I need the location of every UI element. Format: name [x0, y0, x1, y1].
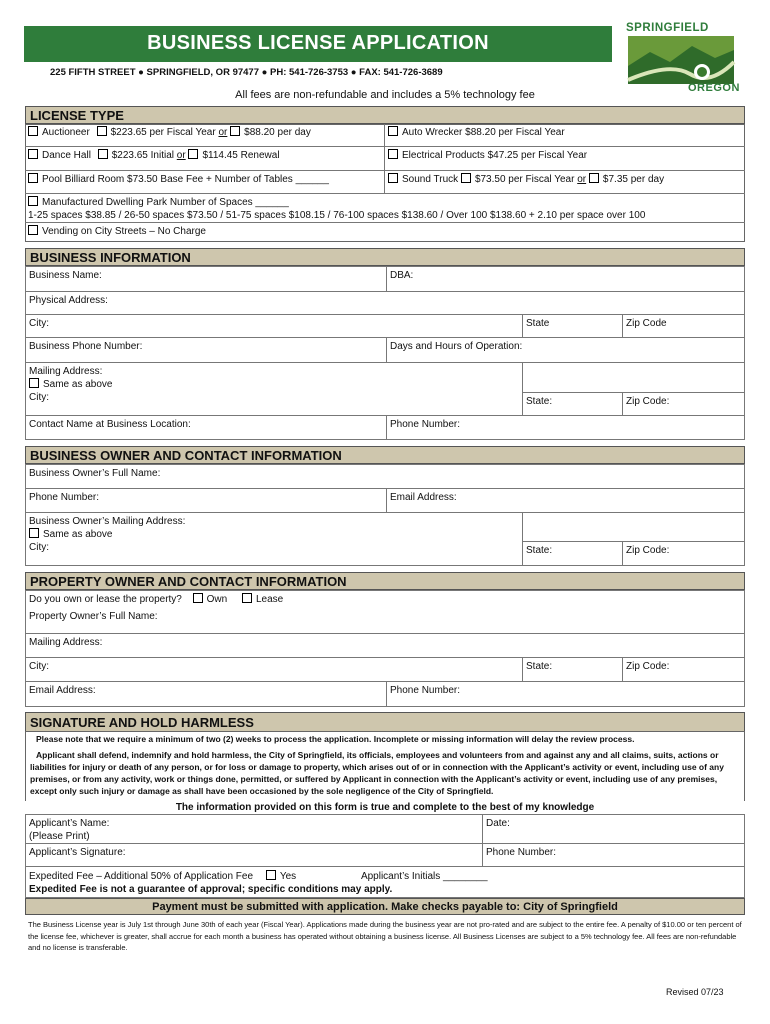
dance-initial-label: $223.65 Initial: [111, 150, 174, 161]
zip-field[interactable]: [622, 541, 745, 566]
state-label: State:: [526, 661, 553, 672]
own-checkbox[interactable]: [193, 593, 203, 603]
owner-mailing-row-right: [522, 512, 745, 542]
dance-hall-label: Dance Hall: [42, 150, 91, 161]
dba-field[interactable]: [386, 266, 745, 292]
yes-label: Yes: [279, 871, 297, 882]
print-label: (Please Print): [29, 831, 90, 842]
zip-field[interactable]: [622, 657, 745, 682]
dance-renewal-checkbox[interactable]: [188, 149, 198, 159]
same-above-label: Same as above: [43, 529, 113, 540]
date-field[interactable]: [482, 814, 745, 844]
mailing-label: Mailing Address:: [29, 366, 103, 377]
state-field[interactable]: [522, 657, 623, 682]
logo-text-top: SPRINGFIELD: [626, 22, 709, 34]
springfield-logo: [620, 22, 742, 94]
physical-address-label: Physical Address:: [29, 295, 108, 306]
city-label: City:: [29, 542, 49, 553]
business-name-label: Business Name:: [29, 270, 102, 281]
auto-wrecker-row: [385, 124, 745, 147]
contact-name-field[interactable]: [25, 415, 387, 440]
days-hours-field[interactable]: [386, 337, 745, 363]
property-phone-label: Phone Number:: [390, 685, 461, 696]
auctioneer-daily-label: $88.20 per day: [244, 127, 311, 138]
applicant-signature-label: Applicant’s Signature:: [29, 847, 126, 858]
auctioneer-checkbox[interactable]: [28, 126, 38, 136]
property-owner-name-field[interactable]: [25, 608, 745, 634]
or-text: or: [577, 174, 587, 185]
mailing-top-row: [25, 362, 745, 392]
owner-mailing-field[interactable]: [25, 512, 523, 566]
sound-annual-checkbox[interactable]: [461, 173, 471, 183]
contact-phone-field[interactable]: [386, 415, 745, 440]
owner-same-above-checkbox[interactable]: [29, 528, 39, 538]
phone-label: Phone Number:: [486, 847, 557, 858]
city-field[interactable]: [25, 314, 523, 338]
zip-label: Zip Code:: [626, 545, 670, 556]
applicant-name-label: Applicant’s Name:: [29, 818, 110, 829]
pool-checkbox[interactable]: [28, 173, 38, 183]
own-lease-question: Do you own or lease the property?: [29, 594, 182, 605]
auctioneer-annual-checkbox[interactable]: [97, 126, 107, 136]
same-above-label: Same as above: [43, 379, 113, 390]
dba-label: DBA:: [390, 270, 414, 281]
page-title: BUSINESS LICENSE APPLICATION: [147, 32, 489, 54]
property-mailing-label: Mailing Address:: [29, 637, 103, 648]
property-email-field[interactable]: [25, 681, 387, 707]
days-hours-label: Days and Hours of Operation:: [390, 341, 523, 352]
title-banner: [24, 26, 612, 62]
zip-field[interactable]: [622, 314, 745, 338]
state-label: State:: [526, 545, 553, 556]
property-city-field[interactable]: [25, 657, 523, 682]
owner-info-heading: BUSINESS OWNER AND CONTACT INFORMATION: [25, 446, 745, 464]
auctioneer-row: [25, 124, 385, 147]
manufactured-label: Manufactured Dwelling Park Number of Spaces ______: [42, 197, 289, 208]
pool-label: Pool Billiard Room $73.50 Base Fee + Number of Tables ______: [42, 174, 329, 185]
city-label: City:: [29, 392, 49, 403]
office-address: 225 FIFTH STREET ● SPRINGFIELD, OR 97477 ● PH: 541-726-3753 ● FAX: 541-726-3689: [50, 67, 443, 78]
sound-truck-row: [385, 171, 745, 194]
business-name-field[interactable]: [25, 266, 387, 292]
payment-note: Payment must be submitted with application. Make checks payable to: City of Springfield: [25, 898, 745, 915]
true-complete-statement: The information provided on this form is true and complete to the best of my knowledge: [175, 802, 595, 813]
dance-hall-checkbox[interactable]: [28, 149, 38, 159]
auctioneer-label: Auctioneer: [42, 127, 90, 138]
state-field[interactable]: [522, 314, 623, 338]
owner-email-field[interactable]: [386, 488, 745, 513]
business-phone-field[interactable]: [25, 337, 387, 363]
manufactured-rates: 1-25 spaces $38.85 / 26-50 spaces $73.50 / 51-75 spaces $108.15 / 76-100 spaces $138.60 / Over 100 $138.60 + 2.10 per space over 100: [28, 210, 646, 221]
business-info-heading: BUSINESS INFORMATION: [25, 248, 745, 266]
owner-email-label: Email Address:: [390, 492, 457, 503]
fine-print: The Business License year is July 1st through June 30th of each year (Fiscal Year). Applications made during the business year are not pro-rated and are subject to the entire fee. A penalty of $10.00 or ten percent of the license fee, whichever is greater, shall accrue for each month a business has operated without obtaining a business license. All Business Licenses are subject to a 5% technology fee. All fees are non-refundable and no license is transferable.: [28, 920, 742, 952]
date-label: Date:: [486, 818, 510, 829]
auto-wrecker-checkbox[interactable]: [388, 126, 398, 136]
dance-initial-checkbox[interactable]: [98, 149, 108, 159]
applicant-name-field[interactable]: [25, 814, 483, 844]
state-field[interactable]: [522, 541, 623, 566]
property-email-label: Email Address:: [29, 685, 96, 696]
zip-field[interactable]: [622, 392, 745, 416]
owner-mailing-label: Business Owner’s Mailing Address:: [29, 516, 186, 527]
auctioneer-annual-label: $223.65 per Fiscal Year: [110, 127, 216, 138]
physical-address-field[interactable]: [25, 291, 745, 315]
state-label: State:: [526, 396, 553, 407]
lease-label: Lease: [256, 594, 284, 605]
signature-heading: SIGNATURE AND HOLD HARMLESS: [25, 712, 745, 732]
property-mailing-field[interactable]: [25, 633, 745, 658]
business-phone-label: Business Phone Number:: [29, 341, 143, 352]
license-type-heading: LICENSE TYPE: [25, 106, 745, 124]
or-text: or: [218, 127, 228, 138]
sound-annual-label: $73.50 per Fiscal Year: [474, 174, 575, 185]
state-field[interactable]: [522, 392, 623, 416]
owner-phone-label: Phone Number:: [29, 492, 100, 503]
contact-phone-label: Phone Number:: [390, 419, 461, 430]
revised-date: Revised 07/23: [666, 987, 724, 997]
auto-wrecker-label: Auto Wrecker $88.20 per Fiscal Year: [402, 127, 565, 138]
sound-daily-checkbox[interactable]: [589, 173, 599, 183]
dance-renewal-label: $114.45 Renewal: [202, 150, 280, 161]
expedited-label: Expedited Fee – Additional 50% of Application Fee: [29, 871, 254, 882]
or-text: or: [176, 150, 186, 161]
property-phone-field[interactable]: [386, 681, 745, 707]
city-label: City:: [29, 661, 49, 672]
vending-checkbox[interactable]: [28, 225, 38, 235]
property-owner-name-label: Property Owner’s Full Name:: [29, 611, 158, 622]
pool-row: [25, 171, 385, 194]
zip-label: Zip Code:: [626, 661, 670, 672]
sound-daily-label: $7.35 per day: [602, 174, 665, 185]
lease-checkbox[interactable]: [242, 593, 252, 603]
logo-text-bottom: OREGON: [688, 82, 740, 94]
own-lease-row: [25, 590, 745, 610]
owner-name-field[interactable]: [25, 464, 745, 489]
processing-note: Please note that we require a minimum of two (2) weeks to process the application. Incomplete or missing information will delay the review process.: [36, 734, 635, 744]
vending-label: Vending on City Streets – No Charge: [42, 226, 206, 237]
sound-truck-label: Sound Truck: [402, 174, 459, 185]
auctioneer-daily-checkbox[interactable]: [230, 126, 240, 136]
city-label: City:: [29, 318, 49, 329]
sound-truck-checkbox[interactable]: [388, 173, 398, 183]
electrical-checkbox[interactable]: [388, 149, 398, 159]
owner-phone-field[interactable]: [25, 488, 387, 513]
expedited-box: [25, 866, 745, 898]
property-info-heading: PROPERTY OWNER AND CONTACT INFORMATION: [25, 572, 745, 590]
contact-name-label: Contact Name at Business Location:: [29, 419, 191, 430]
manufactured-row: [25, 194, 745, 223]
electrical-row: [385, 147, 745, 171]
zip-label: Zip Code:: [626, 396, 670, 407]
manufactured-checkbox[interactable]: [28, 196, 38, 206]
state-label: State: [526, 318, 550, 329]
electrical-label: Electrical Products $47.25 per Fiscal Year: [402, 150, 588, 161]
expedited-yes-checkbox[interactable]: [266, 870, 276, 880]
signature-phone-field[interactable]: [482, 843, 745, 867]
zip-label: Zip Code: [626, 318, 667, 329]
dance-hall-row: [25, 147, 385, 171]
expedited-note: Expedited Fee is not a guarantee of approval; specific conditions may apply.: [29, 884, 393, 895]
owner-name-label: Business Owner’s Full Name:: [29, 468, 161, 479]
fee-note: All fees are non-refundable and includes a 5% technology fee: [235, 89, 535, 101]
hold-harmless-text: Applicant shall defend, indemnify and hold harmless, the City of Springfield, its officials, employees and volunteers from and against any and all claims, suits, actions or liabilities for injury or death of any person, or for loss or damage to property, which arises out of or in connection with the Applicant’s activity or event, including use of any premises, or from any activity, work or things done, permitted, or suffered by Applicant in connection with the Applicant’s activity or event, including use of any premises, except only such injury or damage as shall have been occasioned by the sole negligence of the City of Springfield.: [30, 750, 724, 796]
vending-row: [25, 223, 745, 242]
initials-label: Applicant’s Initials ________: [360, 871, 488, 882]
own-label: Own: [206, 594, 228, 605]
applicant-signature-field[interactable]: [25, 843, 483, 867]
